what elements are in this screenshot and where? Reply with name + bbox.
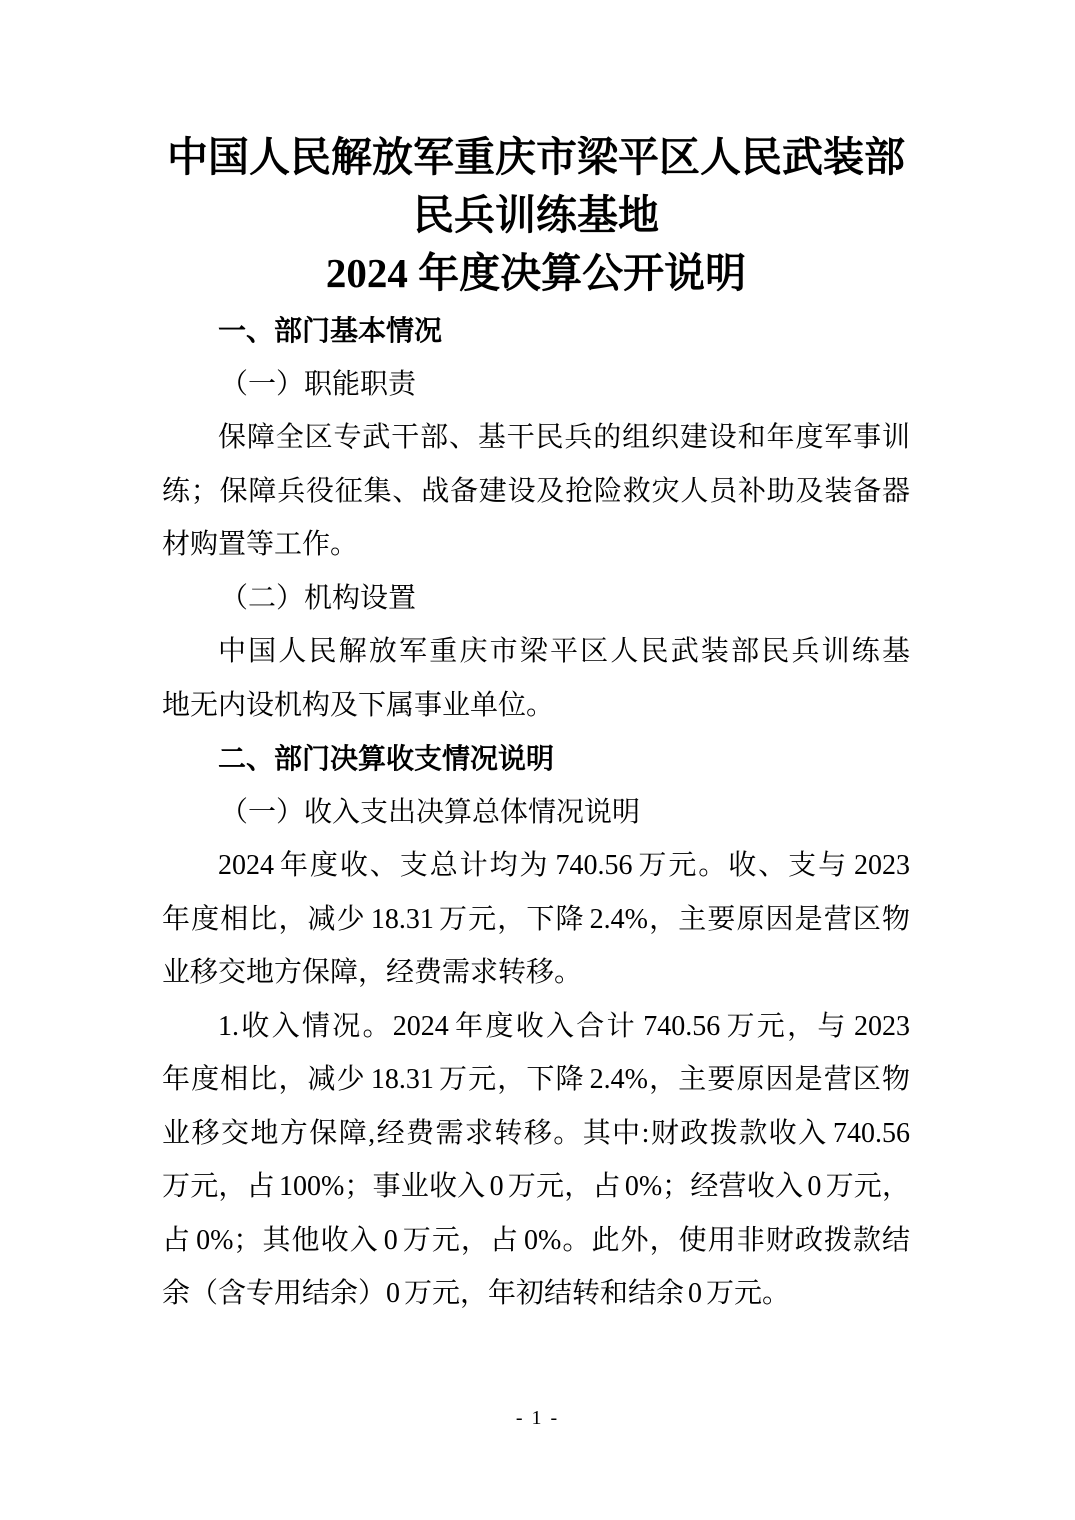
paragraph-line: 业移交地方保障，经费需求转移。 — [162, 957, 583, 988]
paragraph-line: 材购置等工作。 — [162, 529, 359, 560]
paragraph-line: 中国人民解放军重庆市梁平区人民武装部民兵训练基 — [218, 636, 910, 667]
section-heading: 一、部门基本情况 — [218, 315, 443, 346]
paragraph-line: 余（含专用结余）0 万元，年初结转和结余 0 万元。 — [162, 1278, 791, 1309]
paragraph-line: 年度相比，减少 18.31 万元，下降 2.4%，主要原因是营区物 — [162, 903, 910, 935]
subsection-heading: （二）机构设置 — [220, 582, 417, 614]
paragraph-line: 练；保障兵役征集、战备建设及抢险救灾人员补助及装备器 — [162, 475, 910, 507]
paragraph-line: 保障全区专武干部、基干民兵的组织建设和年度军事训 — [218, 422, 910, 453]
paragraph-line: 2024 年度收、支总计均为 740.56 万元。收、支与 2023 — [218, 850, 910, 881]
paragraph-line: 占 0%；其他收入 0 万元，占 0%。此外，使用非财政拨款结 — [162, 1224, 910, 1256]
paragraph-line: 年度相比，减少 18.31 万元，下降 2.4%，主要原因是营区物 — [162, 1064, 910, 1095]
paragraph-line: 业移交地方保障,经费需求转移。其中:财政拨款收入 740.56 — [162, 1117, 910, 1149]
paragraph-line: 地无内设机构及下属事业单位。 — [162, 689, 555, 721]
subsection-heading: （一）收入支出决算总体情况说明 — [220, 796, 641, 828]
section-heading: 二、部门决算收支情况说明 — [218, 743, 555, 774]
title-line-2: 民兵训练基地 — [413, 192, 659, 238]
document-body — [162, 304, 910, 1321]
title-line-3: 2024 年度决算公开说明 — [325, 250, 747, 296]
paragraph-line: 万元，占 100%；事业收入 0 万元，占 0%；经营收入 0 万元， — [162, 1171, 910, 1202]
title-line-1: 中国人民解放军重庆市梁平区人民武装部 — [167, 134, 905, 180]
page-number: - 1 - — [515, 1407, 560, 1429]
document-title — [162, 128, 910, 302]
paragraph-line: 1.收入情况。2024 年度收入合计 740.56 万元，与 2023 — [218, 1010, 910, 1042]
subsection-heading: （一）职能职责 — [220, 368, 417, 400]
document-content — [162, 128, 910, 1321]
